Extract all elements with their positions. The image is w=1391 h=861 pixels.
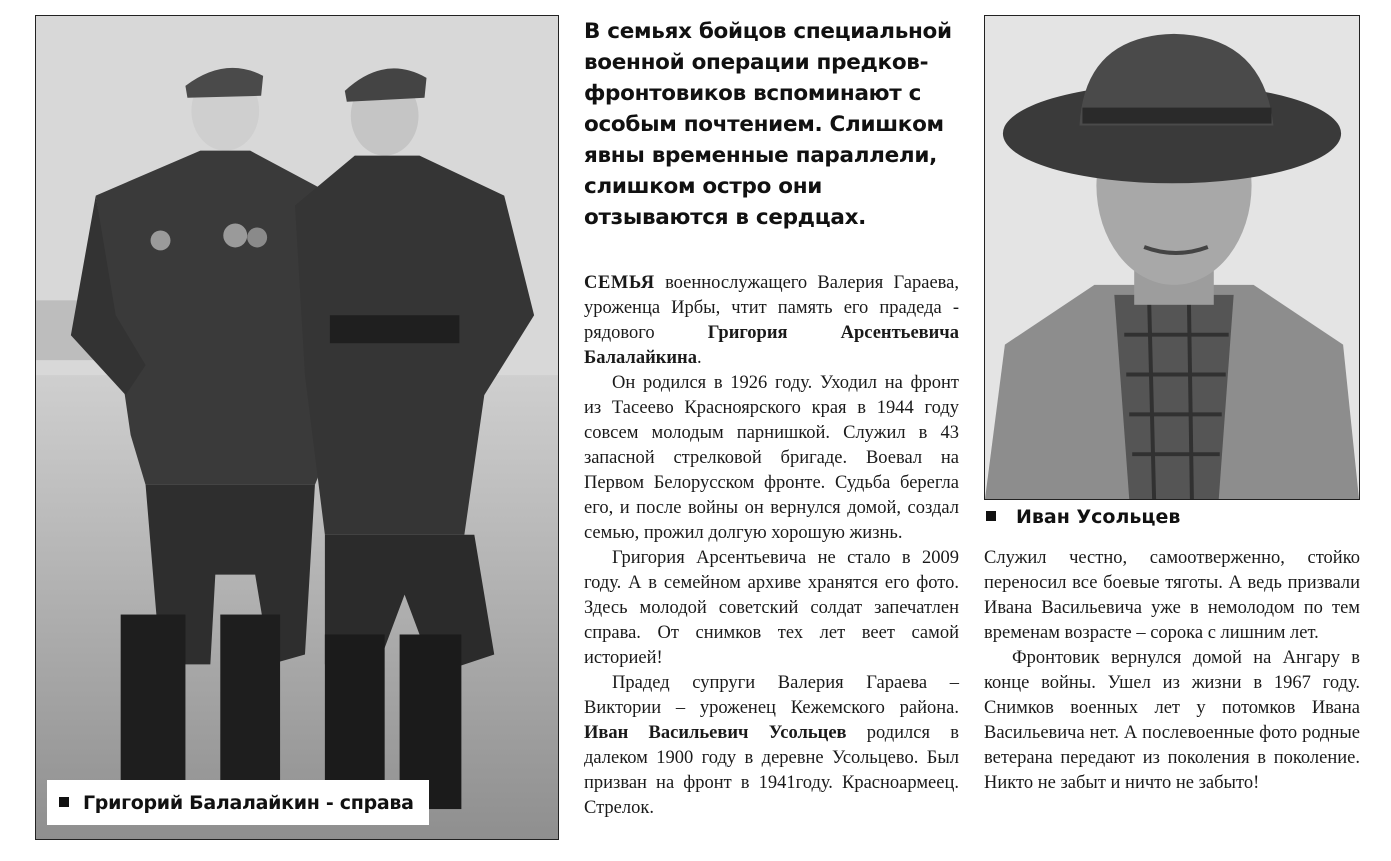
caption-left-text: Григорий Балалайкин - справа [83,792,414,814]
article-text: . [696,348,702,368]
photo-usoltsev [984,15,1360,500]
article-bold-name: Григория Арсентьевича Балалайкина [584,323,959,368]
article-paragraph-6: Фронтовик вернулся домой на Ангару в конце войны. Ушел из жизни в 1967 году. Снимков военных лет у потомков Ивана Васильевича нет. А послевоенные фото родные ветерана передают из поколения в поколение. Никто не забыт и ничто не забыто! [984,648,1360,793]
caption-square-icon [986,511,996,521]
portrait-photo-image [985,16,1359,499]
lead-paragraph: В семьях бойцов специальной военной операции предков-фронтовиков вспоминают с особым почтением. Слишком явны временные параллели, слишком остро они отзываются в сердцах. [584,19,952,230]
caption-square-icon [59,797,69,807]
article-paragraph-4 [584,671,959,821]
photo-caption-right [984,506,1180,528]
soldiers-photo-image [36,16,558,839]
article-text: военнослужащего Валерия Гараева, уроженца Ирбы, чтит память его прадеда - рядового [584,273,959,343]
article-paragraph-2: Он родился в 1926 году. Уходил на фронт из Тасеево Красноярского края в 1944 году совсем молодым парнишкой. Служил в 43 запасной стрелковой бригаде. Воевал на Первом Белорусском фронте. Судьба берегла его, и после войны он вернулся домой, создал семью, прожил долгую хорошую жизнь. [584,373,959,543]
photo-caption-left [47,780,429,825]
caption-right-text: Иван Усольцев [1016,506,1181,528]
article-text: родился в далеком 1900 году в деревне Усольцево. Был призван на фронт в 1941году. Красноармеец. Стрелок. [584,723,959,818]
article-bold-name: Иван Васильевич Усольцев [584,723,847,743]
drop-caps-word: СЕМЬЯ [584,273,655,293]
article-paragraph-5: Служил честно, самоотверженно, стойко переносил все боевые тяготы. А ведь призвали Ивана Васильевича уже в немолодом по тем временам возрасте – сорока с лишним лет. [984,548,1360,643]
article-column-middle [584,271,959,821]
article-column-right [984,546,1360,796]
photo-balalaikin [35,15,559,840]
article-text: Прадед супруги Валерия Гараева – Виктории – уроженец Кежемского района. [584,673,959,718]
article-paragraph-3: Григория Арсентьевича не стало в 2009 году. А в семейном архиве хранятся его фото. Здесь молодой советский солдат запечатлен справа. От снимков тех лет веет самой историей! [584,548,959,668]
article-paragraph-1 [584,271,959,371]
